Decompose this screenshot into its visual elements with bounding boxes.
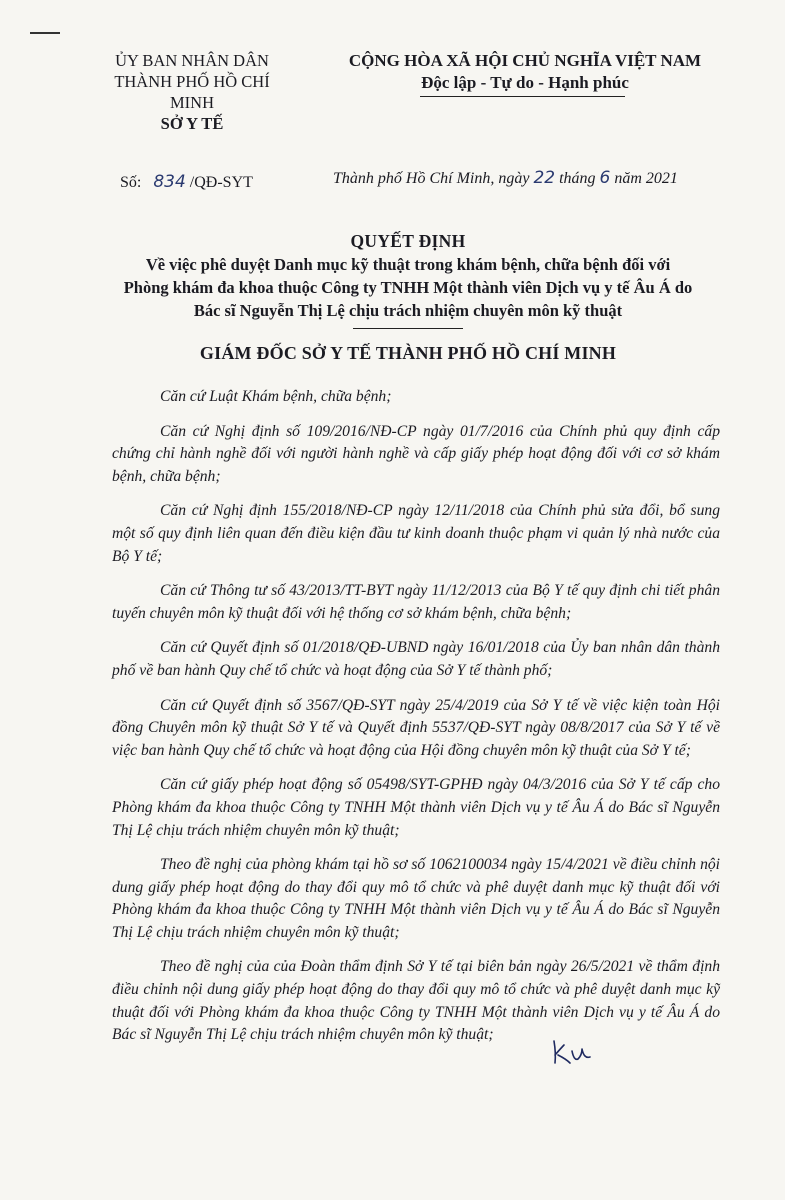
decision-subject-line-1: Về việc phê duyệt Danh mục kỹ thuật trong khám bệnh, chữa bệnh đối với xyxy=(145,255,671,274)
decision-subject-line-3: Bác sĩ Nguyễn Thị Lệ chịu trách nhiệm chuyên môn kỹ thuật xyxy=(193,301,623,320)
date-month: 6 xyxy=(599,168,611,188)
decision-subject-line-2: Phòng khám đa khoa thuộc Công ty TNHH Một thành viên Dịch vụ y tế Âu Á do xyxy=(123,278,693,297)
issuer-header xyxy=(92,50,292,134)
national-title: CỘNG HÒA XÃ HỘI CHỦ NGHĨA VIỆT NAM xyxy=(348,51,702,70)
paragraph: Theo đề nghị của của Đoàn thẩm định Sở Y tế tại biên bản ngày 26/5/2021 về thẩm định điều chỉnh nội dung giấy phép hoạt động do thay đổi quy mô tổ chức và phê duyệt danh mục kỹ thuật đối với Phòng khám đa khoa thuộc Công ty TNHH Một thành viên Dịch vụ y tế Âu Á do Bác sĩ Nguyễn Thị Lệ chịu trách nhiệm chuyên môn kỹ thuật; xyxy=(112,958,720,1044)
date-prefix: Thành phố Hồ Chí Minh, ngày xyxy=(333,170,530,187)
number-prefix: Số: xyxy=(120,174,142,191)
document-number xyxy=(120,172,253,192)
corner-mark xyxy=(30,32,60,34)
decision-title xyxy=(88,230,728,329)
paragraph: Căn cứ giấy phép hoạt động số 05498/SYT-GPHĐ ngày 04/3/2016 của Sở Y tế cấp cho Phòng khám đa khoa thuộc Công ty TNHH Một thành viên Dịch vụ y tế Âu Á do Bác sĩ Nguyễn Thị Lệ chịu trách nhiệm chuyên môn kỹ thuật; xyxy=(112,776,720,839)
paragraph: Căn cứ Nghị định số 109/2016/NĐ-CP ngày 01/7/2016 của Chính phủ quy định cấp chứng chỉ hành nghề đối với người hành nghề và cấp giấy phép hoạt động đối với cơ sở khám bệnh, chữa bệnh; xyxy=(112,422,720,485)
decision-heading: QUYẾT ĐỊNH xyxy=(350,231,466,251)
date-day: 22 xyxy=(533,168,556,188)
paragraph: Căn cứ Nghị định 155/2018/NĐ-CP ngày 12/11/2018 của Chính phủ sửa đổi, bổ sung một số quy định liên quan đến điều kiện đầu tư kinh doanh thuộc phạm vi quản lý nhà nước của Bộ Y tế; xyxy=(112,502,720,565)
director-heading: GIÁM ĐỐC SỞ Y TẾ THÀNH PHỐ HỒ CHÍ MINH xyxy=(199,343,617,363)
paragraph: Căn cứ Thông tư số 43/2013/TT-BYT ngày 11/12/2013 của Bộ Y tế quy định chi tiết phân tuyến chuyên môn kỹ thuật đối với hệ thống cơ sở khám bệnh, chữa bệnh; xyxy=(112,582,720,622)
number-handwritten: 834 xyxy=(153,172,186,192)
legal-basis-body xyxy=(112,386,720,1059)
paragraph: Căn cứ Quyết định số 01/2018/QĐ-UBND ngày 16/01/2018 của Ủy ban nhân dân thành phố về ban hành Quy chế tổ chức và hoạt động của Sở Y tế thành phố; xyxy=(112,639,720,679)
paragraph: Căn cứ Quyết định số 3567/QĐ-SYT ngày 25/4/2019 của Sở Y tế về việc kiện toàn Hội đồng Chuyên môn kỹ thuật Sở Y tế và Quyết định 5537/QĐ-SYT ngày 08/8/2017 của Sở Y tế về việc ban hành Quy chế tổ chức và hoạt động của Hội đồng chuyên môn kỹ thuật của Sở Y tế; xyxy=(112,696,720,759)
document-date xyxy=(333,168,678,188)
national-motto: Độc lập - Tự do - Hạnh phúc xyxy=(421,73,629,92)
number-suffix: /QĐ-SYT xyxy=(189,174,253,191)
date-year: năm 2021 xyxy=(614,170,678,187)
motto-underline xyxy=(420,96,625,97)
paragraph: Căn cứ Luật Khám bệnh, chữa bệnh; xyxy=(160,388,392,405)
title-underline xyxy=(353,328,463,329)
national-header xyxy=(330,50,720,94)
issuer-line-1: ỦY BAN NHÂN DÂN xyxy=(115,51,269,70)
paragraph: Theo đề nghị của phòng khám tại hồ sơ số 1062100034 ngày 15/4/2021 về điều chỉnh nội dung giấy phép hoạt động do thay đổi quy mô tổ chức và phê duyệt danh mục kỹ thuật đối với Phòng khám đa khoa thuộc Công ty TNHH Một thành viên Dịch vụ y tế Âu Á do Bác sĩ Nguyễn Thị Lệ chịu trách nhiệm chuyên môn kỹ thuật; xyxy=(112,856,720,941)
issuer-line-2: THÀNH PHỐ HỒ CHÍ MINH xyxy=(114,72,270,112)
date-month-label: tháng xyxy=(559,170,596,187)
issuer-line-3: SỞ Y TẾ xyxy=(160,114,224,133)
handwritten-initials xyxy=(548,1033,598,1073)
